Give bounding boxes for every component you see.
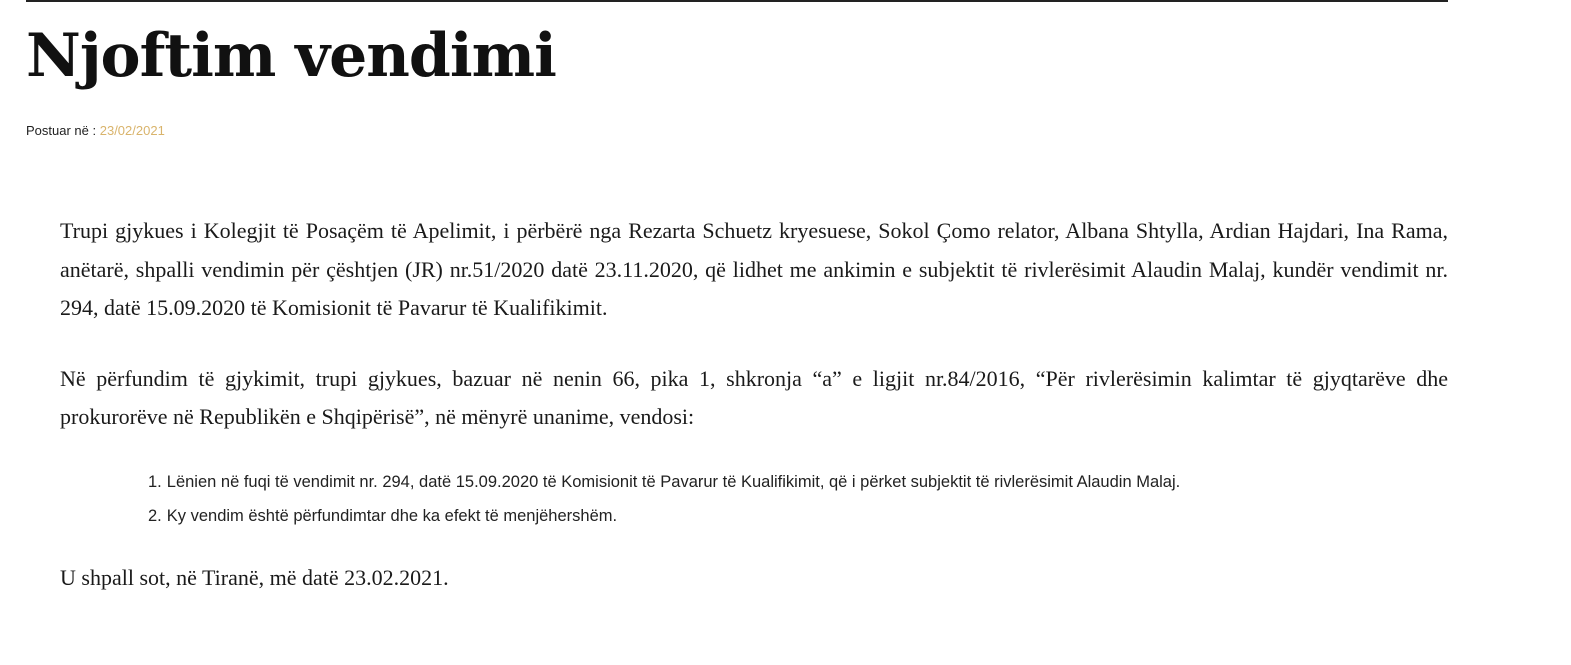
decision-list <box>60 465 1448 533</box>
list-item-text: Ky vendim është përfundimtar dhe ka efekt të menjëhershëm. <box>166 506 618 525</box>
page-title: Njoftim vendimi <box>26 21 556 91</box>
posted-date: 23/02/2021 <box>99 123 165 138</box>
list-item <box>148 465 1448 499</box>
paragraph-intro: Trupi gjykues i Kolegjit të Posaçëm të Apelimit, i përbërë nga Rezarta Schuetz kryesuese, Sokol Çomo relator, Albana Shtylla, Ardian Hajdari, Ina Rama, anëtarë, shpalli vendimin për çështjen (JR) nr.51/2020 datë 23.11.2020, që lidhet me ankimin e subjektit të rivlerësimit Alaudin Malaj, kundër vendimit nr. 294, datë 15.09.2020 të Komisionit të Pavarur të Kualifikimit. <box>60 218 1448 320</box>
list-item-text: Lënien në fuqi të vendimit nr. 294, datë 15.09.2020 të Komisionit të Pavarur të Kualifikimit, që i përket subjektit të rivlerësimit Alaudin Malaj. <box>166 472 1181 491</box>
closing-statement: U shpall sot, në Tiranë, më datë 23.02.2021. <box>60 564 449 590</box>
list-item-number: 2. <box>148 506 162 525</box>
list-item-number: 1. <box>148 472 162 491</box>
list-item <box>148 499 1448 533</box>
top-divider <box>26 0 1448 2</box>
paragraph-conclusion: Në përfundim të gjykimit, trupi gjykues, bazuar në nenin 66, pika 1, shkronja “a” e ligjit nr.84/2016, “Për rivlerësimin kalimtar të gjyqtarëve dhe prokurorëve në Republikën e Shqipërisë”, në mënyrë unanime, vendosi: <box>60 365 1448 429</box>
post-meta <box>26 122 165 140</box>
posted-label: Postuar në : <box>26 123 97 138</box>
article-body <box>60 212 1448 597</box>
